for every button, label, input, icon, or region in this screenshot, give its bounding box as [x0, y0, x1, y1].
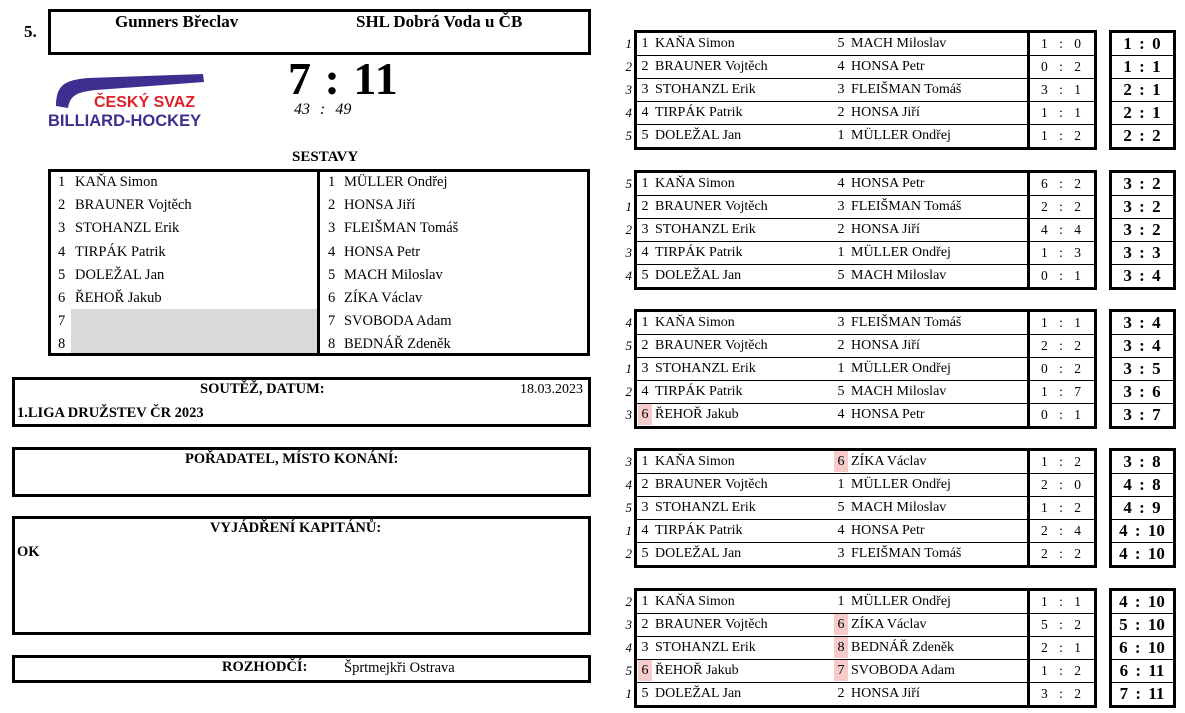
competition-label: SOUTĚŽ, DATUM:	[200, 381, 325, 397]
lineup-home-number: 4	[58, 243, 66, 260]
away-player-name: MACH Miloslav	[851, 500, 947, 516]
away-player-name: FLEIŠMAN Tomáš	[851, 315, 962, 330]
away-player-name: FLEIŠMAN Tomáš	[851, 546, 962, 562]
running-total: 3 : 4	[1123, 313, 1161, 332]
away-player-name: SVOBODA Adam	[851, 663, 955, 679]
away-player-name: MÜLLER Ondřej	[851, 245, 951, 261]
away-player-number: 1	[837, 594, 845, 609]
away-player-number: 1	[837, 361, 845, 377]
lineup-home-number: 3	[58, 220, 66, 237]
referee-label: ROZHODČÍ:	[222, 659, 308, 675]
away-player-number: 2	[837, 105, 845, 121]
round-number: 5.	[24, 22, 37, 41]
match-result: 2 : 2	[1040, 546, 1081, 562]
organizer-label: POŘADATEL, MÍSTO KONÁNÍ:	[185, 451, 399, 467]
association-logo	[48, 68, 218, 138]
away-player-number: 3	[837, 199, 845, 215]
away-player-number: 4	[837, 59, 845, 75]
away-player-number: 5	[837, 500, 845, 516]
away-player-number: 2	[837, 686, 845, 702]
match-result: 3 : 1	[1040, 82, 1081, 98]
away-player-name: FLEIŠMAN Tomáš	[851, 82, 962, 98]
away-player-name: HONSA Jiří	[851, 222, 920, 238]
home-player-number: 1	[641, 454, 649, 469]
running-total: 3 : 7	[1123, 405, 1161, 425]
match-result: 1 : 1	[1040, 315, 1081, 330]
lineup-away-name: FLEIŠMAN Tomáš	[344, 220, 459, 237]
running-total: 3 : 2	[1123, 174, 1161, 193]
lineup-away-name: MÜLLER Ondřej	[344, 174, 448, 190]
away-player-number: 5	[837, 384, 845, 400]
table-index: 5	[625, 338, 632, 354]
match-result: 2 : 0	[1040, 477, 1081, 493]
lineup-home-number: 2	[58, 197, 66, 214]
table-index: 5	[625, 663, 632, 679]
match-result: 1 : 2	[1040, 500, 1081, 516]
match-result: 5 : 2	[1040, 617, 1081, 633]
home-player-number: 1	[641, 176, 649, 191]
table-index: 3	[625, 617, 632, 633]
match-result: 1 : 1	[1040, 594, 1081, 609]
away-player-name: ZÍKA Václav	[851, 454, 927, 469]
home-player-number: 6	[638, 404, 652, 425]
competition-name: 1.LIGA DRUŽSTEV ČR 2023	[17, 405, 204, 421]
running-total: 1 : 0	[1123, 34, 1161, 53]
away-player-name: MÜLLER Ondřej	[851, 477, 951, 493]
home-player-name: ŘEHOŘ Jakub	[655, 407, 739, 423]
table-index: 5	[625, 176, 632, 191]
table-index: 1	[625, 686, 632, 702]
away-player-name: HONSA Petr	[851, 59, 925, 75]
away-player-name: HONSA Jiří	[851, 338, 920, 354]
table-index: 4	[625, 105, 632, 121]
away-player-number: 7	[834, 660, 848, 681]
home-player-number: 3	[641, 361, 649, 377]
home-player-name: BRAUNER Vojtěch	[655, 199, 768, 215]
home-player-number: 2	[641, 199, 649, 215]
lineup-home-name: DOLEŽAL Jan	[75, 266, 165, 283]
lineup-home-name: KAŇA Simon	[75, 174, 158, 190]
table-index: 3	[625, 82, 632, 98]
running-total: 6 : 11	[1119, 661, 1165, 681]
match-result: 3 : 2	[1040, 686, 1081, 702]
match-result: 2 : 2	[1040, 338, 1081, 354]
running-total: 4 : 10	[1119, 544, 1165, 564]
home-player-number: 4	[641, 384, 649, 400]
lineup-away-number: 6	[328, 290, 336, 306]
lineup-home-name: STOHANZL Erik	[75, 220, 180, 237]
home-player-name: STOHANZL Erik	[655, 361, 756, 377]
match-result: 0 : 2	[1040, 361, 1081, 377]
home-team-name: Gunners Břeclav	[115, 12, 239, 31]
away-player-number: 1	[837, 245, 845, 261]
lineup-away-name: HONSA Petr	[344, 243, 421, 260]
home-player-name: KAŇA Simon	[655, 594, 735, 609]
match-result: 1 : 7	[1040, 384, 1081, 400]
away-team-name: SHL Dobrá Voda u ČB	[356, 12, 523, 31]
running-total: 5 : 10	[1119, 615, 1165, 635]
lineup-away-number: 3	[328, 220, 336, 237]
home-player-number: 1	[641, 36, 649, 51]
lineup-away-name: SVOBODA Adam	[344, 313, 452, 330]
match-result: 1 : 2	[1040, 454, 1081, 469]
empty-lineup-slots	[71, 309, 317, 353]
home-player-name: KAŇA Simon	[655, 176, 735, 191]
match-result: 0 : 1	[1040, 407, 1081, 423]
away-player-name: MÜLLER Ondřej	[851, 361, 951, 377]
table-index: 1	[625, 199, 632, 215]
table-index: 4	[625, 315, 632, 330]
home-player-name: DOLEŽAL Jan	[655, 128, 742, 144]
table-index: 1	[625, 361, 632, 377]
match-result: 6 : 2	[1040, 176, 1081, 191]
away-player-number: 3	[837, 82, 845, 98]
lineup-away-name: BEDNÁŘ Zdeněk	[344, 336, 451, 353]
away-player-name: MACH Miloslav	[851, 36, 947, 51]
home-player-number: 5	[641, 686, 649, 702]
away-player-name: HONSA Petr	[851, 407, 925, 423]
home-player-name: TIRPÁK Patrik	[655, 384, 743, 400]
away-player-number: 6	[834, 451, 848, 472]
lineup-away-name: ZÍKA Václav	[344, 290, 423, 306]
lineup-away-number: 8	[328, 336, 336, 353]
match-result: 2 : 4	[1040, 523, 1081, 539]
home-player-name: BRAUNER Vojtěch	[655, 59, 768, 75]
logo-text-bottom: BILLIARD-HOCKEY	[48, 112, 202, 130]
away-player-number: 4	[837, 407, 845, 423]
table-index: 4	[625, 268, 632, 284]
lineup-home-number: 5	[58, 266, 66, 283]
table-index: 1	[625, 36, 632, 51]
away-player-number: 1	[837, 477, 845, 493]
away-player-number: 5	[837, 268, 845, 284]
match-result: 1 : 1	[1040, 105, 1081, 121]
competition-date: 18.03.2023	[520, 382, 583, 397]
match-result: 2 : 2	[1040, 199, 1081, 215]
home-player-number: 3	[641, 640, 649, 656]
lineup-away-name: MACH Miloslav	[344, 266, 443, 283]
match-result: 1 : 3	[1040, 245, 1081, 261]
home-player-number: 2	[641, 477, 649, 493]
home-player-number: 5	[641, 128, 649, 144]
home-player-name: DOLEŽAL Jan	[655, 268, 742, 284]
table-index: 4	[625, 640, 632, 656]
away-player-number: 4	[837, 523, 845, 539]
home-player-number: 3	[641, 500, 649, 516]
logo-text-top: ČESKÝ SVAZ	[94, 94, 196, 111]
home-player-name: STOHANZL Erik	[655, 222, 756, 238]
goals-score: 43 : 49	[294, 101, 352, 118]
match-result: 4 : 4	[1040, 222, 1081, 238]
running-total: 1 : 1	[1123, 57, 1161, 77]
home-player-name: ŘEHOŘ Jakub	[655, 663, 739, 679]
table-index: 3	[625, 245, 632, 261]
lineup-home-number: 1	[58, 174, 66, 190]
captains-statement: OK	[17, 544, 40, 560]
away-player-number: 1	[837, 128, 845, 144]
running-total: 4 : 8	[1123, 475, 1161, 495]
home-player-name: KAŇA Simon	[655, 454, 735, 469]
home-player-number: 2	[641, 338, 649, 354]
away-player-name: BEDNÁŘ Zdeněk	[851, 640, 955, 656]
lineups-divider	[317, 169, 320, 356]
home-player-number: 3	[641, 222, 649, 238]
match-result: 1 : 2	[1040, 663, 1081, 679]
home-player-name: STOHANZL Erik	[655, 500, 756, 516]
running-total: 4 : 10	[1119, 592, 1165, 611]
home-player-number: 4	[641, 105, 649, 121]
running-total: 3 : 4	[1123, 266, 1161, 286]
lineup-away-number: 1	[328, 174, 336, 190]
home-player-name: TIRPÁK Patrik	[655, 523, 743, 539]
table-index: 3	[625, 407, 632, 423]
running-total: 2 : 2	[1123, 126, 1161, 146]
away-player-name: MÜLLER Ondřej	[851, 594, 951, 609]
lineup-home-number: 6	[58, 290, 66, 306]
running-total: 3 : 4	[1123, 336, 1161, 356]
match-result: 0 : 2	[1040, 59, 1081, 75]
lineup-away-number: 5	[328, 266, 336, 283]
table-index: 2	[625, 546, 632, 562]
away-player-name: MACH Miloslav	[851, 384, 947, 400]
away-player-number: 2	[837, 222, 845, 238]
running-total: 3 : 3	[1123, 243, 1161, 263]
lineup-home-name: TIRPÁK Patrik	[75, 243, 166, 260]
running-total: 2 : 1	[1123, 103, 1161, 123]
away-player-name: HONSA Jiří	[851, 105, 920, 121]
home-player-name: KAŇA Simon	[655, 36, 735, 51]
lineup-home-name: ŘEHOŘ Jakub	[75, 290, 162, 306]
match-result: 1 : 0	[1040, 36, 1081, 51]
final-score: 7 : 11	[288, 53, 399, 104]
table-index: 1	[625, 523, 632, 539]
lineups-title: SESTAVY	[292, 149, 359, 165]
lineup-home-number: 7	[58, 313, 66, 330]
home-player-name: KAŇA Simon	[655, 315, 735, 330]
table-index: 2	[625, 222, 632, 238]
table-index: 3	[625, 454, 632, 469]
home-player-name: BRAUNER Vojtěch	[655, 617, 768, 633]
match-result: 1 : 2	[1040, 128, 1081, 144]
running-total: 3 : 5	[1123, 359, 1161, 379]
home-player-number: 1	[641, 315, 649, 330]
away-player-number: 2	[837, 338, 845, 354]
table-index: 5	[625, 128, 632, 144]
home-player-number: 2	[641, 617, 649, 633]
home-player-number: 1	[641, 594, 649, 609]
away-player-name: HONSA Jiří	[851, 686, 920, 702]
away-player-number: 6	[834, 614, 848, 635]
running-total: 7 : 11	[1119, 684, 1165, 704]
running-total: 3 : 2	[1123, 197, 1161, 217]
referee-value: Šprtmejkři Ostrava	[344, 660, 455, 676]
match-result: 2 : 1	[1040, 640, 1081, 656]
running-total: 6 : 10	[1119, 638, 1165, 658]
home-player-name: DOLEŽAL Jan	[655, 686, 742, 702]
home-player-name: BRAUNER Vojtěch	[655, 338, 768, 354]
home-player-number: 6	[638, 660, 652, 681]
away-player-name: MÜLLER Ondřej	[851, 128, 951, 144]
away-player-number: 3	[837, 315, 845, 330]
table-index: 4	[625, 477, 632, 493]
away-player-number: 4	[837, 176, 845, 191]
home-player-name: DOLEŽAL Jan	[655, 546, 742, 562]
lineup-home-name: BRAUNER Vojtěch	[75, 197, 192, 214]
away-player-number: 8	[834, 637, 848, 658]
home-player-number: 5	[641, 268, 649, 284]
away-player-name: ZÍKA Václav	[851, 617, 927, 633]
home-player-name: TIRPÁK Patrik	[655, 245, 743, 261]
running-total: 4 : 9	[1123, 498, 1161, 518]
away-player-name: FLEIŠMAN Tomáš	[851, 199, 962, 215]
home-player-number: 3	[641, 82, 649, 98]
home-player-number: 5	[641, 546, 649, 562]
home-player-name: STOHANZL Erik	[655, 82, 756, 98]
home-player-number: 4	[641, 245, 649, 261]
table-index: 2	[625, 59, 632, 75]
lineup-home-number: 8	[58, 336, 66, 353]
lineup-away-number: 7	[328, 313, 336, 330]
away-player-name: MACH Miloslav	[851, 268, 947, 284]
running-total: 3 : 6	[1123, 382, 1161, 402]
home-player-name: BRAUNER Vojtěch	[655, 477, 768, 493]
captains-label: VYJÁDŘENÍ KAPITÁNŮ:	[210, 520, 382, 536]
match-result: 0 : 1	[1040, 268, 1081, 284]
home-player-number: 4	[641, 523, 649, 539]
away-player-name: HONSA Petr	[851, 176, 925, 191]
home-player-name: STOHANZL Erik	[655, 640, 756, 656]
away-player-number: 5	[837, 36, 845, 51]
away-player-number: 3	[837, 546, 845, 562]
away-player-name: HONSA Petr	[851, 523, 925, 539]
lineup-away-name: HONSA Jiří	[344, 197, 416, 214]
lineup-away-number: 2	[328, 197, 336, 214]
table-index: 2	[625, 594, 632, 609]
running-total: 3 : 8	[1123, 452, 1161, 471]
running-total: 2 : 1	[1123, 80, 1161, 100]
running-total: 4 : 10	[1119, 521, 1165, 541]
home-player-name: TIRPÁK Patrik	[655, 105, 743, 121]
table-index: 2	[625, 384, 632, 400]
table-index: 5	[625, 500, 632, 516]
running-total: 3 : 2	[1123, 220, 1161, 240]
lineup-away-number: 4	[328, 243, 336, 260]
home-player-number: 2	[641, 59, 649, 75]
